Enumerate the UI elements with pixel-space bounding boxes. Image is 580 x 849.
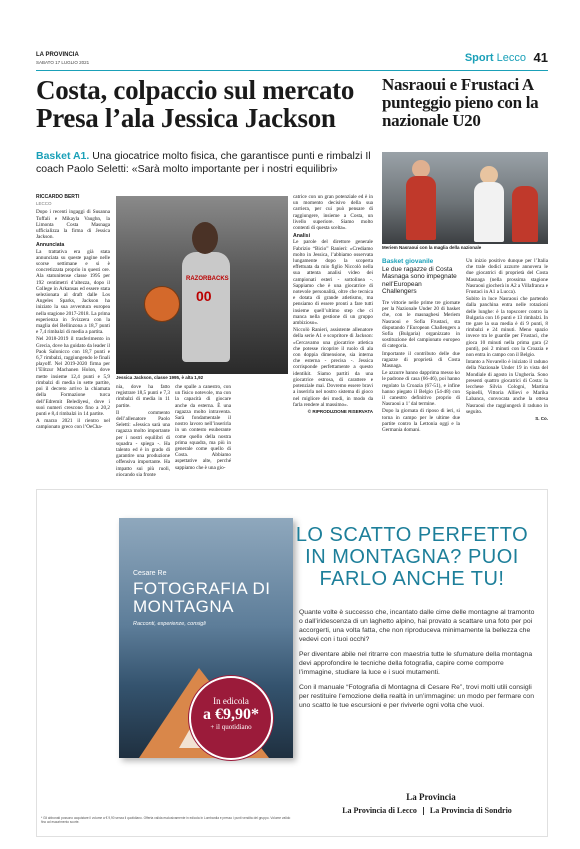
side-kicker-text: Le due ragazze di Costa Masnaga sono impegnate nell’European Challengers <box>382 265 457 295</box>
main-subhead <box>36 150 372 176</box>
la-provincia-logo: La Provincia <box>406 792 456 802</box>
main-kicker: Basket A1. <box>36 150 90 162</box>
main-col-1 <box>36 194 110 476</box>
page-number: 41 <box>533 50 548 65</box>
sondrio-logo: La Provincia di Sondrio <box>429 806 512 815</box>
partner-logos <box>307 806 547 815</box>
main-headline: Costa, colpaccio sul mercato Presa l’ala Jessica Jackson <box>36 75 355 133</box>
price-badge <box>189 676 273 760</box>
side-photo-caption: Meriem Nasraoui con la maglia della nazionale <box>382 245 482 250</box>
ad-headline: LO SCATTO PERFETTO IN MONTAGNA? PUOI FARLO ANCHE TU! <box>295 524 529 590</box>
paragraph: Niccolò Ranieri, assistente allenatore della serie A1 e scopritore di Jackson: «Cercavamo una giocatrice atletica che potesse ricoprire il ruolo di ala con doppia dimensione, sia interna che esterna - precisa -. Jessica corrisponde perfettamente a questo identikit. Siamo partiti da una giocatrice estrosa, di carattere e potenziale mai. Dovremo essere bravi a inserirla nel nostro sistema di gioco nel migliore dei modi, in modo da farla rendere al massimo». <box>293 327 373 408</box>
paragraph: Intanto a Novarello è iniziato il raduno della Nazionale Under 19 in vista del Mondiale di agosto in Ungheria. Sono presenti quattro giocatrici di Costa: la lecchese Silvia Cologni, Martina Spinelli, Vittoria Allievi e Marika Labanca, convocata anche la ottesa Nasraoui che raggiungerà il raduno in seguito. <box>466 359 548 415</box>
player-figure <box>512 186 538 242</box>
author-signature: S. Co. <box>535 416 548 422</box>
side-kicker-label: Basket giovanile <box>382 258 434 265</box>
paragraph: Subito in luce Nasraoui che partendo dalla panchina entra nelle rotazioni delle lunghe: è la topscorer contro la Bulgaria con 16 punti e 13 rimbalzi. In tre gare la sua media è di 9 punti, 8 rimbalzi e 24 minuti. Meno spazio invece tra le guardie per Frustaci, che gioca 10 minuti nella prima gara (2 punti), poi 2 minuti con la Croazia e non entra in campo con il Belgio. <box>466 296 548 359</box>
player-figure <box>182 252 230 362</box>
paragraph: Tre vittorie nelle prime tre giornate per la Nazionale Under 20 di basket che, con le masnaghesi Meriem Nasraoui e Sofia Frustaci, sta disputando l’European Challengers a Sofia (Bulgaria) organizzato in sostituzione del campionato europeo di categoria. <box>382 300 460 350</box>
paragraph: Il commento dell’allenatore Paolo Seletti: «Jessica sarà una ragazza molto importante per i nostri equilibri di squadra - spiega -. Ha talento ed è in grado di garantire una produzione offensiva importante. Ha impatto sui più ruoli, giocando sia fronte <box>116 409 170 476</box>
side-col-1 <box>382 300 460 476</box>
paragraph: Dopo i recenti ingaggi di Susanna Toffali e Mikayla Vaughn, la Limonta Costa Masnaga ufficializza la firma di Jessica Jackson. <box>36 209 110 241</box>
player-figure <box>474 182 504 242</box>
subheading: Annunciata <box>36 242 65 249</box>
side-col-2 <box>466 258 548 476</box>
jackson-photo <box>116 196 288 374</box>
section-sub: Lecco <box>496 52 526 64</box>
main-col-3 <box>175 384 231 476</box>
ad-paragraph: Con il manuale “Fotografia di Montagna di Cesare Re”, trovi molti utili consigli per restituire l’emozione della realtà in un’immagine: un modo per fermare con uno scatto le tue escursioni e per riviverle ogni volta che vuoi. <box>299 684 534 709</box>
book-author: Cesare Re <box>133 570 167 577</box>
section-main: Sport <box>464 52 494 64</box>
side-kicker <box>382 258 458 296</box>
side-headline: Nasraoui e Frustaci A punteggio pieno con la nazionale U20 <box>382 75 539 130</box>
byline: RICCARDO BERTI <box>36 194 80 200</box>
paragraph: Le azzurre hanno dapprima messo ko le padrone di casa (66-46), poi hanno regolato la Croazia (67-51), e infine hanno piegato il Belgio (54-48) con il canestro definitivo proprio di Nasraoui a 1’ dal termine. <box>382 370 460 408</box>
paragraph: Importante il contributo delle due ragazze di proprietà di Costa Masnaga. <box>382 350 460 370</box>
player-head <box>192 222 218 254</box>
ad-paragraph: Quante volte è successo che, incantato dalle cime delle montagne al tramonto o dall’iridescenza di un laghetto alpino, hai provato a scattare una foto per poi accorgerti, una volta fatta, che non riproduceva minimamente la bellezza che vedevi con i tuoi occhi? <box>299 609 535 643</box>
player-figure <box>406 176 436 240</box>
masthead-rule <box>36 70 548 71</box>
subheading: Analisi <box>293 233 311 240</box>
badge-line: In edicola <box>213 696 249 706</box>
main-col-4 <box>293 194 373 476</box>
paragraph: La trattativa era già stata annunciata su queste pagine nelle scorse settimane e si è concretizzata proprio in questi ore. Ala statunitense classe 1995 per 192 centimetri d’altezza, dopo il College in Arkansas ed essere stata selezionata al draft dalle Los Angeles Sparks, Jackson ha iniziato la sua avventura europea nella stagione 2017-2018. La prima esperienza in Svizzera con la maglia del Bellinzona a 18,7 punti e 7,4 rimbalzi di media a partita. <box>36 248 110 336</box>
dateline: LECCO <box>36 201 52 207</box>
nasraoui-photo <box>382 152 548 244</box>
fine-print: * Gli abbonati possono acquistare il volume a € 9,90 senza il quotidiano. Offerta valida esclusivamente in edicola in Lombardia e presso i punti vendita del gruppo. Volume valido fino ad esaurimento scorte. <box>41 816 291 824</box>
paragraph: Un inizio positivo dunque per l’Italia che trale dodici azzurre annovera le due giocatrici di proprietà del Costa Masnaga (nella prossima stagione Nasraoui giocherà in A2 a Villafranca e Frustaci in A1 a Lucca). <box>466 258 548 296</box>
main-col-2 <box>116 384 170 476</box>
book-title: FOTOGRAFIA DI MONTAGNA <box>133 579 271 616</box>
book-subtitle: Racconti, esperienze, consigli <box>133 621 206 627</box>
jersey-text: RAZORBACKS <box>186 276 229 282</box>
book-advertisement[interactable] <box>36 489 548 837</box>
copyright-note: © RIPRODUZIONE RISERVATA <box>307 408 373 414</box>
section-label <box>465 52 526 64</box>
paragraph: catrice con un gran potenziale ed è in un momento decisivo della sua carriera, per cui può pensare di raggiungere, insieme a Costa, un livello superiore. Siamo molto contenti di questa scelta». <box>293 194 373 232</box>
jersey-number: 00 <box>196 288 212 304</box>
lecco-logo: La Provincia di Lecco <box>342 806 417 815</box>
main-subhead-text: Una giocatrice molto fisica, che garantisce punti e rimbalzi Il coach Paolo Seletti: «Sarà molto importante per i nostri equilibri» <box>36 150 371 175</box>
photo-caption: Jessica Jackson, classe 1995, è alta 1,92 <box>116 375 204 380</box>
paragraph: A marzo 2021 il rientro nel campionato greco con l’OeCha- <box>36 418 110 431</box>
badge-line: + il quotidiano <box>210 723 252 731</box>
logo-divider <box>423 807 424 815</box>
paragraph: Nel 2018-2019 il trasferimento in Grecia, dove ha guidato da leader il Paok Salonicco con 18,7 punti e 6,7 rimbalzi, raggiungendo le finali playoff. Nel 2019-2020 firma per l’Elitzur Machanen Holon, dove mette insieme 12,4 punti e 5,9 rimbalzi di media in sette partite, poi il decreto arrivo la chiamata della Formazione turca dell’Edremit Belediyesi, dove i suoi numeri crescono fino a 20,2 punti e 8,4 rimbalzi in 14 partite. <box>36 336 110 417</box>
basketball-shape <box>144 286 180 322</box>
ad-body <box>299 608 535 716</box>
paragraph: nia, dove ha fatto registrare 18,5 punti e 7,3 rimbalzi di media in 11 partite. <box>116 384 170 409</box>
issue-date: SABATO 17 LUGLIO 2021 <box>36 60 90 65</box>
paper-name: LA PROVINCIA <box>36 52 79 58</box>
ad-paragraph: Per diventare abile nel ritrarre con maestria tutte le sfumature della montagna devi approfondire le tecniche della fotografia, capire come comporre l’immagine, studiare la luce e i suoi mutamenti. <box>299 651 533 676</box>
paragraph: Dopo la giornata di riposo di ieri, si torna in campo per le ultime due partite contro la Lettonia oggi e la Germania domani. <box>382 408 460 434</box>
badge-price: a €9,90* <box>203 706 259 723</box>
paragraph: che spalle a canestro, con un fisico notevole, ma con la capacità di giocare anche da esterna. È una ragazza molto intraventa. Sarà fondamentale il nostro lavoro nell’inserirla in un contesto esuberante come quello della nostra prima squadra, ma più in generale come quello di Costa. Abbiamo aspettative alte, perché sappiamo che è una gio- <box>175 384 231 471</box>
paragraph: Le parole del direttore generale Fabrizio “Bicio” Ranieri: «Crediamo molto in Jessica, l’abbiamo osservata lungamente dopo la scoperta effettuata da mio figlio Niccolò nella sua attenta analisi video dei campionati esteri - sottolinea -. Sappiamo che è una giocatrice di notevole personalità, oltre che tecnica e dotata di grande atletismo, ma pensiamo di essere pronti a fare tutti insieme quell’ultimo step che ci manca nella gestione di un gruppo ambizioso». <box>293 239 373 327</box>
